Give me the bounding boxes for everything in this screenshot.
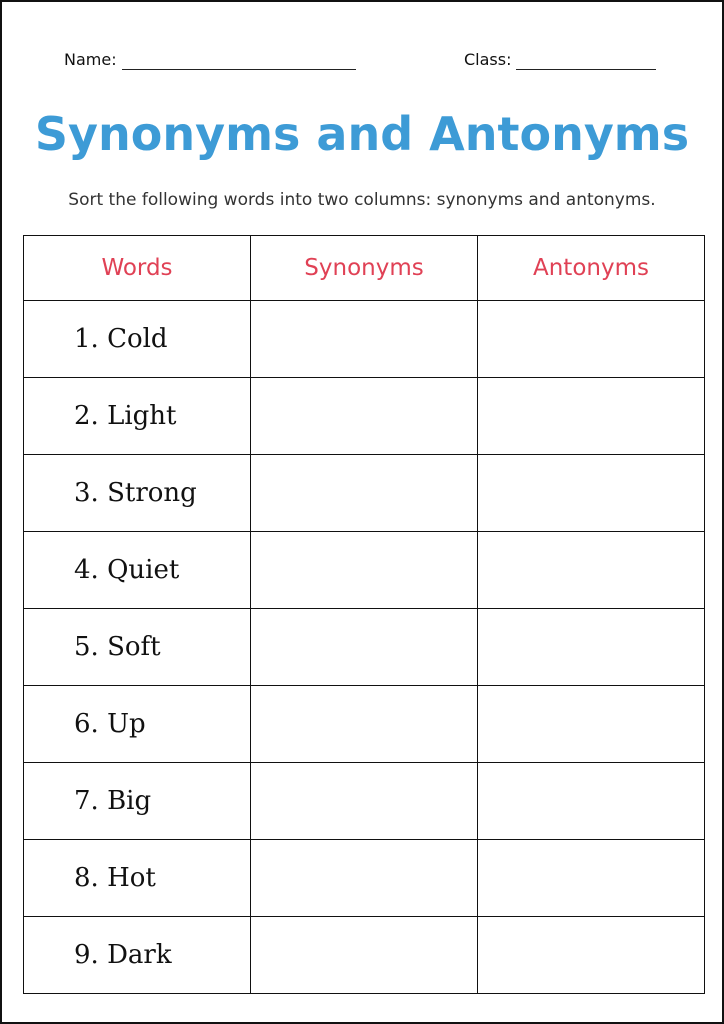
synonym-answer-cell[interactable] xyxy=(251,532,478,609)
word-cell: 7. Big xyxy=(24,763,251,840)
antonym-answer-cell[interactable] xyxy=(478,301,705,378)
class-field xyxy=(464,50,656,70)
column-header-synonyms: Synonyms xyxy=(251,236,478,301)
synonym-answer-cell[interactable] xyxy=(251,301,478,378)
synonym-answer-cell[interactable] xyxy=(251,840,478,917)
table-row xyxy=(24,686,705,763)
word-cell: 4. Quiet xyxy=(24,532,251,609)
word-cell: 9. Dark xyxy=(24,917,251,994)
synonym-answer-cell[interactable] xyxy=(251,686,478,763)
table-row xyxy=(24,917,705,994)
name-label: Name: xyxy=(64,50,117,69)
table-row xyxy=(24,378,705,455)
class-label: Class: xyxy=(464,50,512,69)
table-row xyxy=(24,532,705,609)
antonym-answer-cell[interactable] xyxy=(478,763,705,840)
antonym-answer-cell[interactable] xyxy=(478,378,705,455)
antonym-answer-cell[interactable] xyxy=(478,455,705,532)
antonym-answer-cell[interactable] xyxy=(478,532,705,609)
table-row xyxy=(24,455,705,532)
column-header-antonyms: Antonyms xyxy=(478,236,705,301)
class-blank-line[interactable] xyxy=(516,51,656,70)
table-row xyxy=(24,763,705,840)
word-cell: 1. Cold xyxy=(24,301,251,378)
synonym-answer-cell[interactable] xyxy=(251,378,478,455)
synonym-answer-cell[interactable] xyxy=(251,609,478,686)
antonym-answer-cell[interactable] xyxy=(478,840,705,917)
synonym-answer-cell[interactable] xyxy=(251,455,478,532)
word-cell: 8. Hot xyxy=(24,840,251,917)
name-field xyxy=(64,50,356,70)
word-sort-table xyxy=(23,235,705,994)
table-row xyxy=(24,301,705,378)
word-cell: 3. Strong xyxy=(24,455,251,532)
antonym-answer-cell[interactable] xyxy=(478,686,705,763)
page-title: Synonyms and Antonyms xyxy=(34,107,690,161)
antonym-answer-cell[interactable] xyxy=(478,917,705,994)
synonym-answer-cell[interactable] xyxy=(251,917,478,994)
word-cell: 2. Light xyxy=(24,378,251,455)
name-blank-line[interactable] xyxy=(122,51,356,70)
word-cell: 6. Up xyxy=(24,686,251,763)
antonym-answer-cell[interactable] xyxy=(478,609,705,686)
synonym-answer-cell[interactable] xyxy=(251,763,478,840)
instructions-text: Sort the following words into two columns: synonyms and antonyms. xyxy=(68,190,656,210)
table-row xyxy=(24,840,705,917)
table-header-row xyxy=(24,236,705,301)
table-row xyxy=(24,609,705,686)
word-cell: 5. Soft xyxy=(24,609,251,686)
column-header-words: Words xyxy=(24,236,251,301)
